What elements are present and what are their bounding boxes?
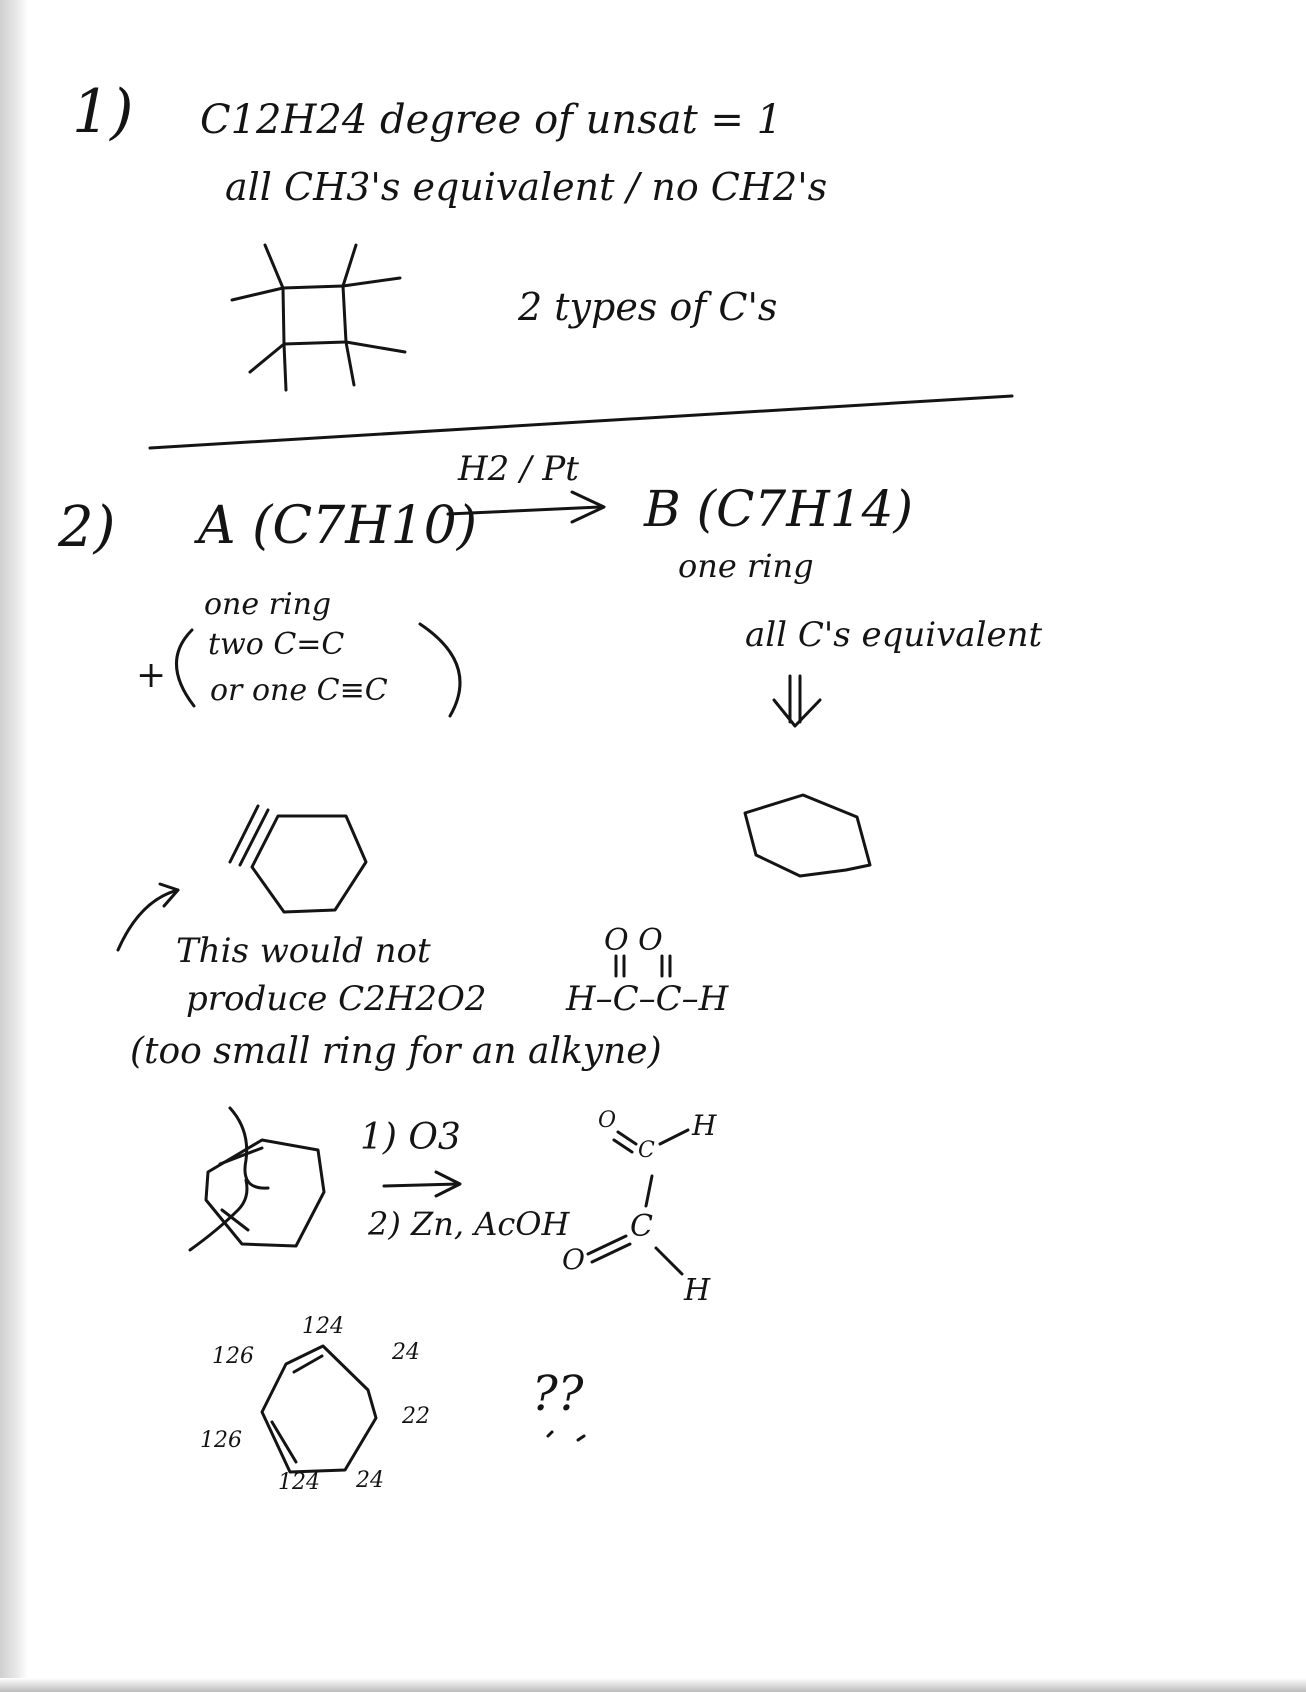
product-o-bottom: O — [562, 1243, 585, 1276]
question-mark-dot — [548, 1432, 552, 1436]
problem-1-carbon-types: 2 types of C's — [518, 285, 778, 329]
shift-upper-left: 126 — [212, 1344, 254, 1369]
cycloheptane-ring — [745, 795, 870, 876]
methyl-bond — [232, 288, 283, 300]
compound-a-label: A (C7H10) — [198, 496, 478, 556]
question-mark-dot — [578, 1436, 584, 1440]
glyoxal-formula: H–C–C–H — [566, 979, 729, 1019]
cycloheptyne-structure — [230, 806, 366, 912]
compound-a-option-1: two C=C — [208, 627, 345, 662]
methyl-bond — [343, 278, 400, 286]
left-parenthesis — [176, 630, 194, 706]
problem-1-number: 1) — [72, 77, 134, 147]
alkyne-note-line-2: produce C2H2O2 — [186, 979, 487, 1019]
problem-1-constraints-line: all CH3's equivalent / no CH2's — [225, 165, 828, 209]
shift-top: 124 — [302, 1314, 344, 1339]
compound-b-ring: one ring — [678, 547, 814, 585]
shift-upper-right: 24 — [392, 1340, 420, 1365]
methyl-bond — [265, 245, 283, 288]
section-divider — [150, 396, 1012, 448]
glyoxal-oxygens: O O — [604, 923, 663, 958]
glyoxal-double-bonds — [616, 956, 670, 976]
octamethylcyclobutane-structure — [232, 245, 405, 390]
reagent-label: H2 / Pt — [458, 449, 579, 489]
right-parenthesis — [420, 624, 460, 716]
methyl-bond — [346, 342, 354, 385]
cycloheptadiene-nmr-structure — [262, 1346, 376, 1472]
methyl-bond — [346, 342, 405, 352]
compound-b-equivalent: all C's equivalent — [745, 615, 1043, 655]
cycloheptadiene-ozonolysis-structure — [190, 1108, 324, 1250]
shift-right: 22 — [402, 1404, 430, 1429]
alkyne-note-line-1: This would not — [176, 931, 431, 971]
methyl-bond — [343, 245, 356, 286]
problem-2-number: 2) — [58, 495, 116, 560]
shift-lower-left: 126 — [200, 1428, 242, 1453]
shift-bottom-left: 124 — [278, 1470, 320, 1495]
product-c-top: C — [638, 1138, 655, 1163]
methyl-bond — [250, 344, 284, 372]
compound-a-option-2: or one C≡C — [210, 673, 388, 708]
alkyne-note-line-3: (too small ring for an alkyne) — [130, 1031, 662, 1072]
cyclobutane-ring — [283, 286, 346, 344]
compound-a-ring: one ring — [204, 587, 332, 622]
problem-1-formula-line: C12H24 degree of unsat = 1 — [200, 97, 783, 143]
ozonolysis-step-2: 2) Zn, AcOH — [368, 1205, 570, 1243]
curved-arrow — [118, 884, 178, 950]
compound-b-label: B (C7H14) — [644, 480, 913, 538]
product-h-bottom: H — [684, 1273, 711, 1308]
methyl-bond — [284, 344, 286, 390]
product-c-bottom: C — [630, 1209, 653, 1244]
product-o-top: O — [598, 1108, 617, 1133]
double-down-arrow — [774, 676, 820, 726]
ozonolysis-step-1: 1) O3 — [360, 1117, 461, 1158]
question-marks: ?? — [532, 1366, 584, 1422]
glyoxal-product-bonds — [588, 1130, 688, 1274]
plus-sign: + — [136, 655, 167, 696]
reaction-arrow — [448, 492, 604, 522]
shift-bottom-right: 24 — [356, 1468, 384, 1493]
ozonolysis-arrow — [384, 1172, 460, 1196]
product-h-top: H — [692, 1109, 717, 1142]
